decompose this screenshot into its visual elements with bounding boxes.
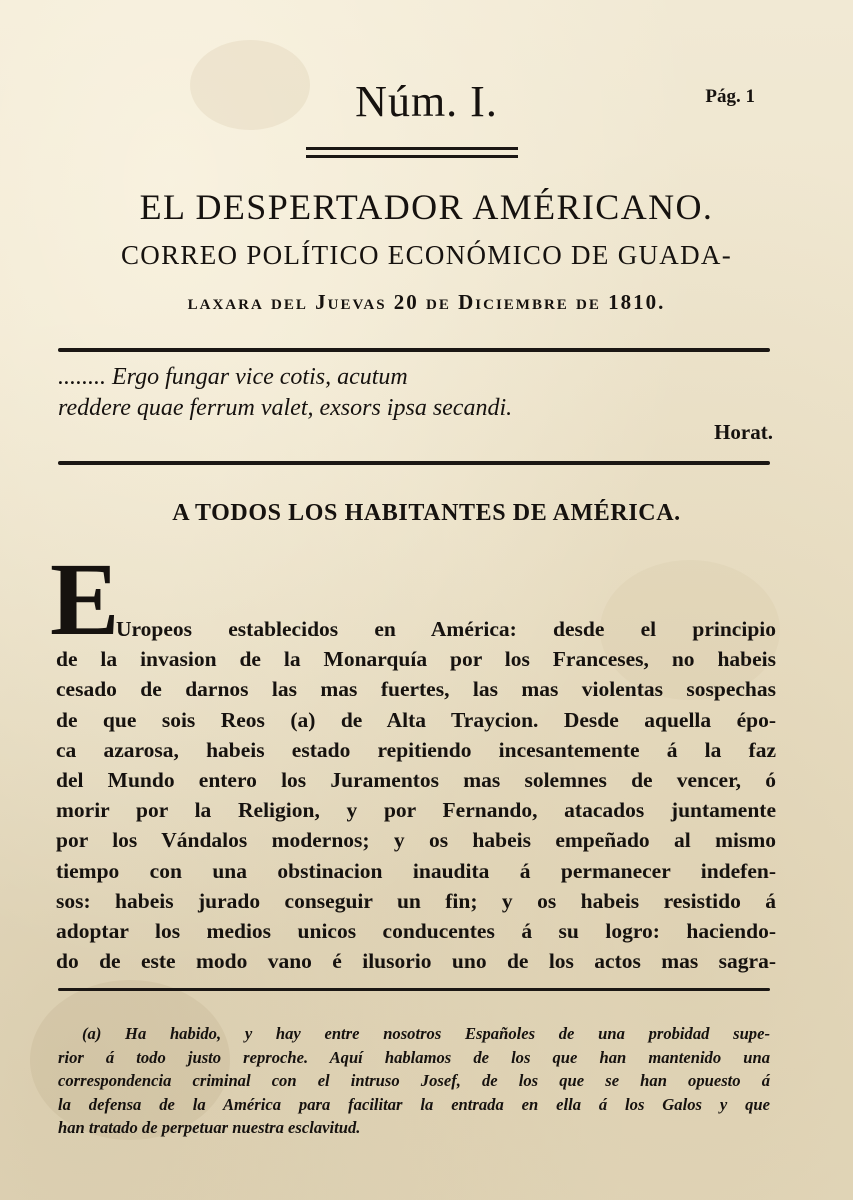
title-rule-bottom bbox=[306, 155, 518, 158]
rule-below-epigraph bbox=[58, 461, 770, 465]
rule-above-epigraph bbox=[58, 348, 770, 352]
body-line: cesado de darnos las mas fuertes, las mas violentas sospechas bbox=[56, 677, 776, 702]
newspaper-subtitle: CORREO POLÍTICO ECONÓMICO DE GUADA- bbox=[121, 240, 732, 270]
body-line: tiempo con una obstinacion inaudita á permanecer indefen- bbox=[56, 858, 776, 883]
dateline: laxara del Juevas 20 de Diciembre de 1810. bbox=[187, 290, 666, 314]
body-line: por los Vándalos modernos; y os habeis empeñado al mismo bbox=[56, 828, 776, 853]
body-line: sos: habeis jurado conseguir un fin; y os habeis resistido á bbox=[56, 888, 776, 913]
body-line: morir por la Religion, y por Fernando, atacados juntamente bbox=[56, 798, 776, 823]
epigraph bbox=[58, 362, 770, 424]
drop-cap: E bbox=[50, 542, 120, 657]
epigraph-attribution: Horat. bbox=[714, 420, 773, 444]
rule-above-footnote bbox=[58, 988, 770, 991]
title-rule-top bbox=[306, 147, 518, 150]
body-line: de que sois Reos (a) de Alta Traycion. Desde aquella épo- bbox=[56, 707, 776, 732]
page-number: Pág. 1 bbox=[705, 86, 755, 107]
article-heading: A TODOS LOS HABITANTES DE AMÉRICA. bbox=[172, 500, 681, 526]
footnote-line: rior á todo justo reproche. Aquí hablamos de los que han mantenido una bbox=[58, 1047, 770, 1067]
newspaper-title: EL DESPERTADOR AMÉRICANO. bbox=[139, 187, 714, 227]
footnote bbox=[58, 1022, 770, 1140]
footnote-line: correspondencia criminal con el intruso Josef, de los que se han opuesto á bbox=[58, 1071, 770, 1090]
issue-number: Núm. I. bbox=[355, 77, 498, 126]
footnote-line: han tratado de perpetuar nuestra esclavitud. bbox=[58, 1118, 361, 1137]
body-line: do de este modo vano é ilusorio uno de los actos mas sagra- bbox=[56, 949, 776, 974]
body-line: Uropeos establecidos en América: desde el principio bbox=[116, 617, 776, 641]
footnote-line: la defensa de la América para facilitar la entrada en ella á los Galos y que bbox=[58, 1094, 770, 1114]
body-line: adoptar los medios unicos conducentes á su logro: haciendo- bbox=[56, 919, 776, 944]
epigraph-line: reddere quae ferrum valet, exsors ipsa secandi. bbox=[58, 395, 513, 421]
footnote-line: (a) Ha habido, y hay entre nosotros Españoles de una probidad supe- bbox=[82, 1024, 770, 1043]
body-line: de la invasion de la Monarquía por los Franceses, no habeis bbox=[56, 647, 776, 672]
body-line: del Mundo entero los Juramentos mas solemnes de vencer, ó bbox=[56, 768, 776, 793]
article-body bbox=[56, 614, 776, 976]
epigraph-line: ........ Ergo fungar vice cotis, acutum bbox=[58, 364, 408, 390]
body-line: ca azarosa, habeis estado repitiendo incesantemente á la faz bbox=[56, 737, 776, 762]
